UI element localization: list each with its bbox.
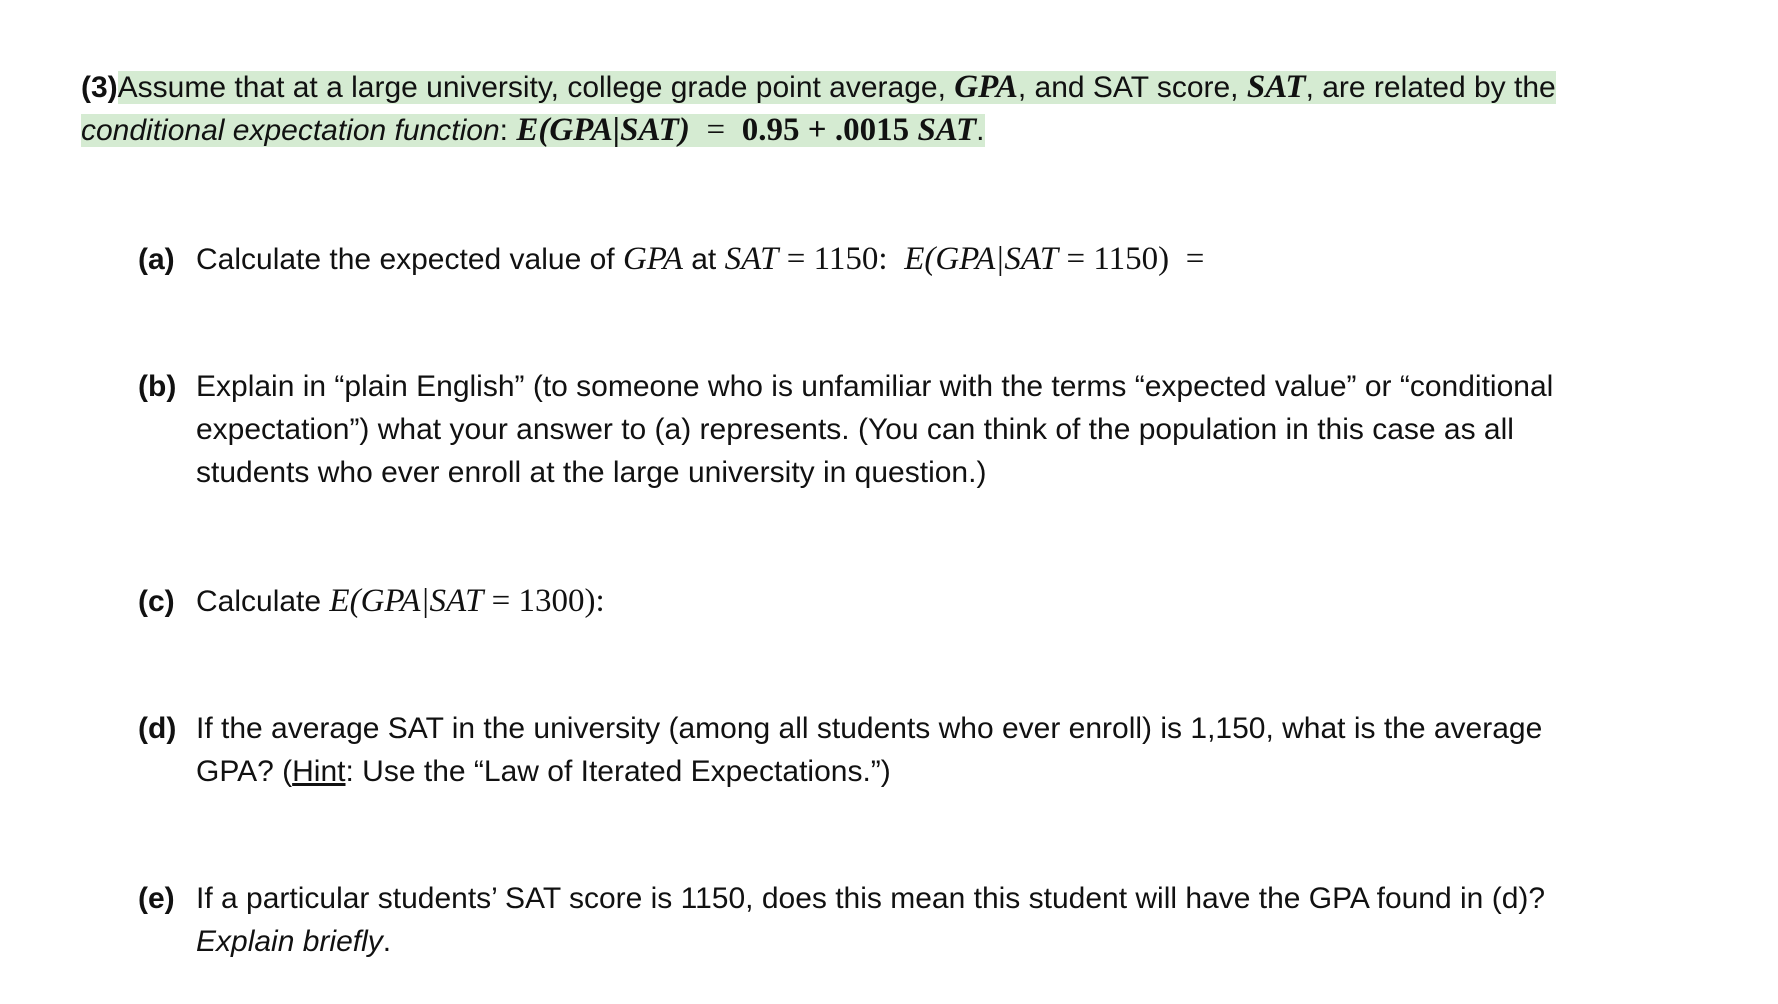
cef-expression-lhs: E(GPA|SAT) bbox=[516, 112, 690, 148]
question-intro-line-2 bbox=[81, 109, 985, 152]
part-d-line-2 bbox=[196, 750, 891, 793]
cef-equals: = bbox=[706, 112, 726, 148]
sat-symbol: SAT bbox=[1246, 69, 1306, 105]
cef-expression-sat: SAT bbox=[917, 112, 977, 148]
part-a-text bbox=[196, 238, 1204, 281]
question-number: (3) bbox=[81, 71, 118, 104]
question-intro-highlight-1 bbox=[118, 71, 1556, 104]
part-a-expression: E(GPA|SAT bbox=[904, 241, 1059, 277]
part-e-line-2 bbox=[196, 920, 391, 963]
cef-period: . bbox=[976, 114, 985, 147]
part-e-period: . bbox=[382, 925, 392, 958]
part-a-gpa: GPA bbox=[622, 241, 683, 277]
part-b-line-3: students who ever enroll at the large university in question.) bbox=[196, 456, 987, 489]
part-c-text-calc: Calculate bbox=[196, 585, 322, 618]
part-b-line-1: Explain in “plain English” (to someone who is unfamiliar with the terms “expected value” or “conditional bbox=[196, 370, 1554, 403]
gpa-symbol: GPA bbox=[954, 69, 1018, 105]
cef-expression-constants: 0.95 + .0015 bbox=[741, 112, 910, 148]
part-d-text-b: : Use the “Law of Iterated Expectations.”) bbox=[345, 755, 891, 788]
part-e-line-1: If a particular students’ SAT score is 1150, does this mean this student will have the GPA found in (d)? bbox=[196, 882, 1546, 915]
part-a-equals-2: = 1150) bbox=[1066, 241, 1170, 277]
question-intro-text-1: Assume that at a large university, college grade point average, bbox=[117, 71, 946, 104]
part-c-equals: = 1300): bbox=[491, 583, 605, 619]
question-intro-line-1 bbox=[81, 66, 1556, 109]
part-b-label: (b) bbox=[138, 370, 177, 403]
question-intro-text-3: , are related by the bbox=[1305, 71, 1556, 104]
part-c-text bbox=[196, 580, 605, 623]
part-e-explain-briefly: Explain briefly bbox=[196, 925, 383, 958]
cef-label: conditional expectation function bbox=[81, 114, 500, 147]
part-a-sat: SAT bbox=[724, 241, 779, 277]
part-c-label: (c) bbox=[138, 585, 175, 618]
part-e-label: (e) bbox=[138, 882, 175, 915]
part-a-equals-1: = 1150: bbox=[786, 241, 888, 277]
cef-colon: : bbox=[499, 114, 508, 147]
part-d-text-a: GPA? ( bbox=[196, 755, 293, 788]
question-intro-highlight-2 bbox=[81, 114, 985, 147]
question-intro-text-2: , and SAT score, bbox=[1017, 71, 1239, 104]
part-d-hint: Hint bbox=[292, 755, 346, 788]
part-a-equals-3: = bbox=[1185, 241, 1205, 277]
part-d-line-1: If the average SAT in the university (among all students who ever enroll) is 1,150, what is the average bbox=[196, 712, 1543, 745]
part-a-text-1: Calculate the expected value of bbox=[196, 243, 615, 276]
part-b-line-2: expectation”) what your answer to (a) represents. (You can think of the population in this case as all bbox=[196, 413, 1514, 446]
part-c-expression: E(GPA|SAT bbox=[329, 583, 484, 619]
part-d-label: (d) bbox=[138, 712, 177, 745]
part-a-label: (a) bbox=[138, 243, 175, 276]
part-a-text-2: at bbox=[691, 243, 717, 276]
